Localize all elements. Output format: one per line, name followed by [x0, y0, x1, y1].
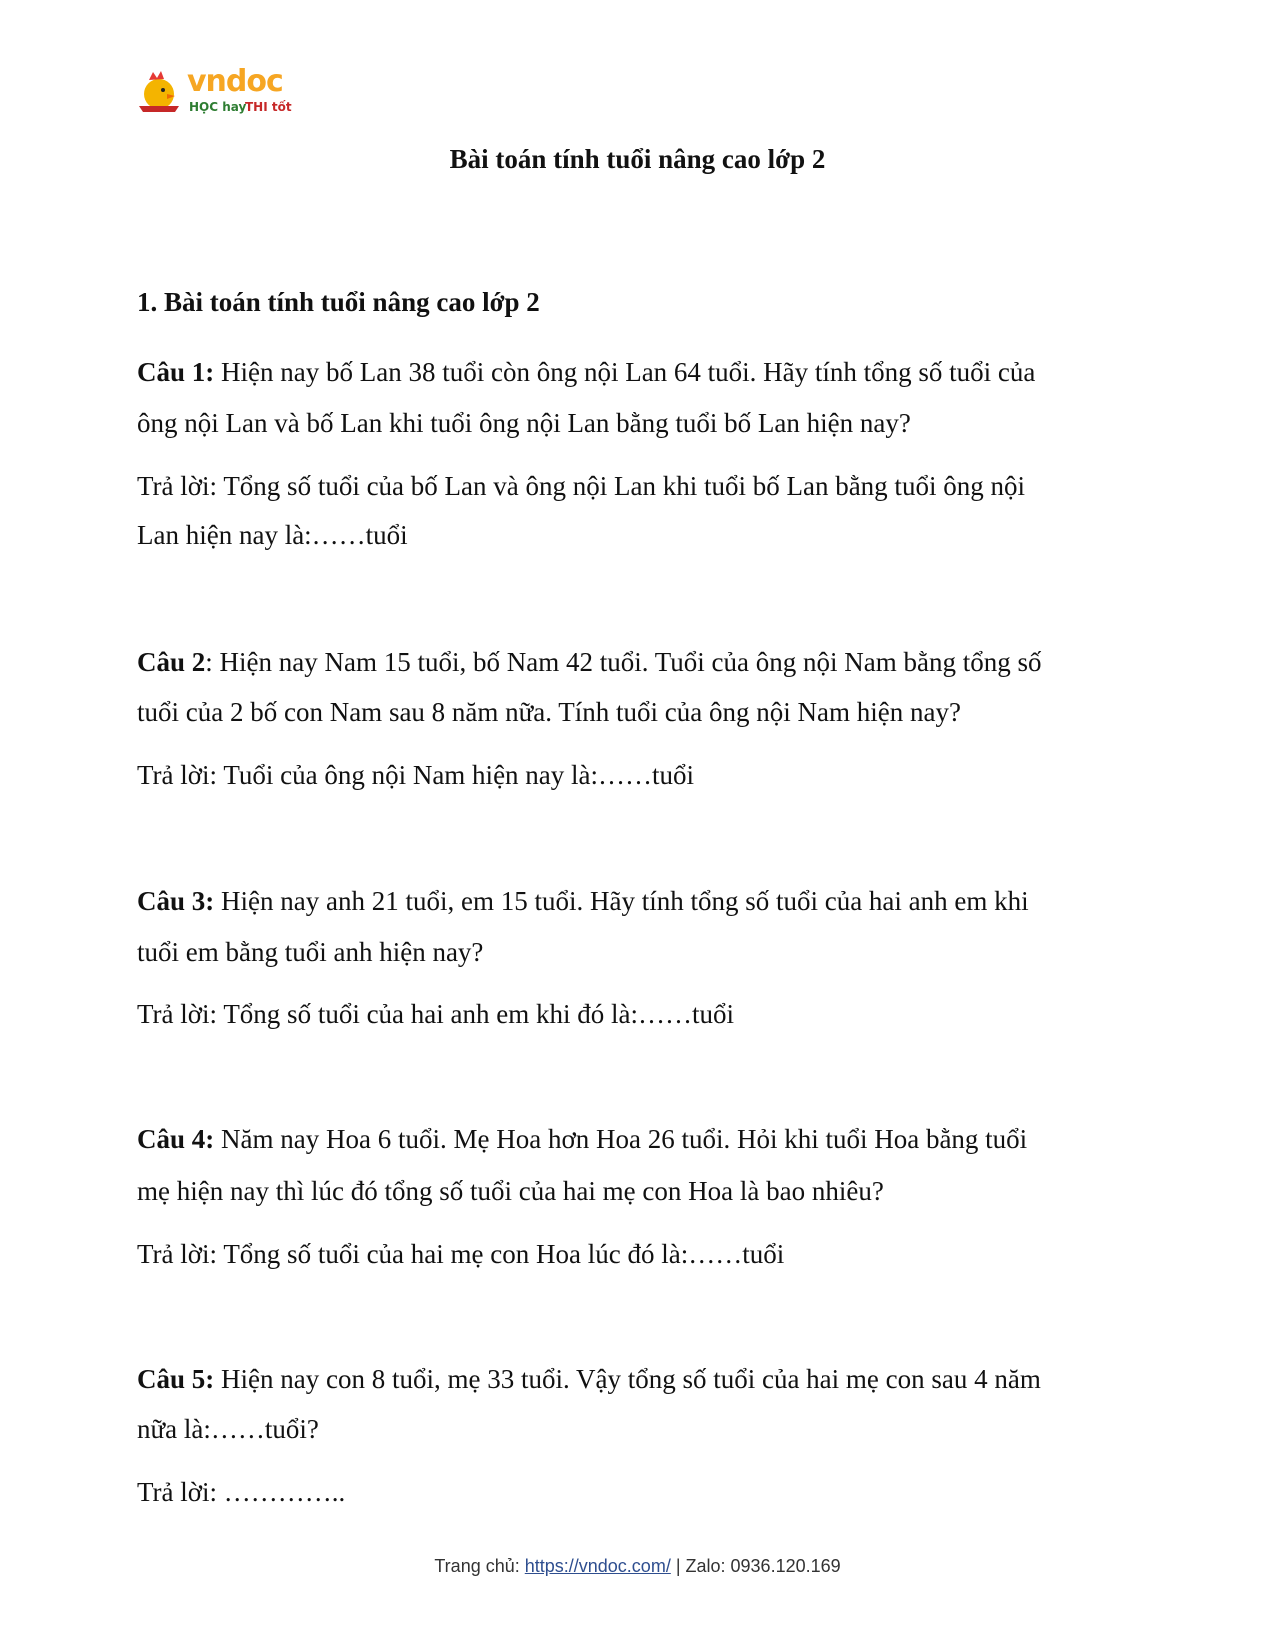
page-title: Bài toán tính tuổi nâng cao lớp 2 — [449, 144, 826, 174]
question-4-line — [137, 1175, 884, 1207]
question-text: mẹ hiện nay thì lúc đó tổng số tuổi của hai mẹ con Hoa là bao nhiêu? — [137, 1176, 884, 1206]
question-1-line — [137, 407, 911, 439]
logo-tagline-2: THI tốt — [245, 100, 292, 114]
vndoc-logo — [137, 64, 297, 120]
logo-tagline-1: HỌC hay — [189, 100, 247, 114]
question-label: Câu 3: — [137, 886, 215, 916]
footer-link[interactable]: https://vndoc.com/ — [524, 1556, 671, 1576]
question-label: Câu 4: — [137, 1124, 215, 1154]
question-text: ông nội Lan và bố Lan khi tuổi ông nội Lan bằng tuổi bố Lan hiện nay? — [137, 408, 911, 438]
section-heading: 1. Bài toán tính tuổi nâng cao lớp 2 — [137, 287, 540, 317]
question-label: Câu 1: — [137, 357, 215, 387]
answer-2-line: Trả lời: Tuổi của ông nội Nam hiện nay là:……tuổi — [137, 760, 695, 790]
question-text: Hiện nay anh 21 tuổi, em 15 tuổi. Hãy tính tổng số tuổi của hai anh em khi — [214, 886, 1029, 916]
answer-1-line: Trả lời: Tổng số tuổi của bố Lan và ông nội Lan khi tuổi bố Lan bằng tuổi ông nội — [137, 471, 1025, 501]
question-label: Câu 5: — [137, 1364, 215, 1394]
question-text: Năm nay Hoa 6 tuổi. Mẹ Hoa hơn Hoa 26 tuổi. Hỏi khi tuổi Hoa bằng tuổi — [214, 1124, 1028, 1154]
question-3-line — [137, 936, 483, 968]
answer-1-line: Lan hiện nay là:……tuổi — [137, 520, 408, 550]
answer-5-line: Trả lời: ………….. — [137, 1477, 346, 1507]
question-text: Hiện nay con 8 tuổi, mẹ 33 tuổi. Vậy tổng số tuổi của hai mẹ con sau 4 năm — [214, 1364, 1041, 1394]
question-3-line — [137, 885, 1029, 917]
question-text: tuổi của 2 bố con Nam sau 8 năm nữa. Tính tuổi của ông nội Nam hiện nay? — [137, 697, 961, 727]
logo-brand: vndoc — [187, 64, 283, 99]
question-text: nữa là:……tuổi? — [137, 1414, 319, 1444]
footer-suffix: | Zalo: 0936.120.169 — [670, 1556, 841, 1576]
question-5-line — [137, 1363, 1041, 1395]
question-text: : Hiện nay Nam 15 tuổi, bố Nam 42 tuổi. Tuổi của ông nội Nam bằng tổng số — [205, 647, 1042, 677]
question-4-line — [137, 1123, 1027, 1155]
answer-4-line: Trả lời: Tổng số tuổi của hai mẹ con Hoa lúc đó là:……tuổi — [137, 1239, 785, 1269]
question-2-line — [137, 646, 1041, 678]
question-5-line — [137, 1413, 319, 1445]
footer — [0, 1556, 1275, 1577]
question-text: tuổi em bằng tuổi anh hiện nay? — [137, 937, 484, 967]
question-text: Hiện nay bố Lan 38 tuổi còn ông nội Lan 64 tuổi. Hãy tính tổng số tuổi của — [214, 357, 1036, 387]
question-2-line — [137, 696, 961, 728]
question-1-line — [137, 356, 1035, 388]
question-label: Câu 2 — [137, 647, 206, 677]
answer-3-line: Trả lời: Tổng số tuổi của hai anh em khi đó là:……tuổi — [137, 999, 734, 1029]
footer-prefix: Trang chủ: — [434, 1556, 525, 1576]
